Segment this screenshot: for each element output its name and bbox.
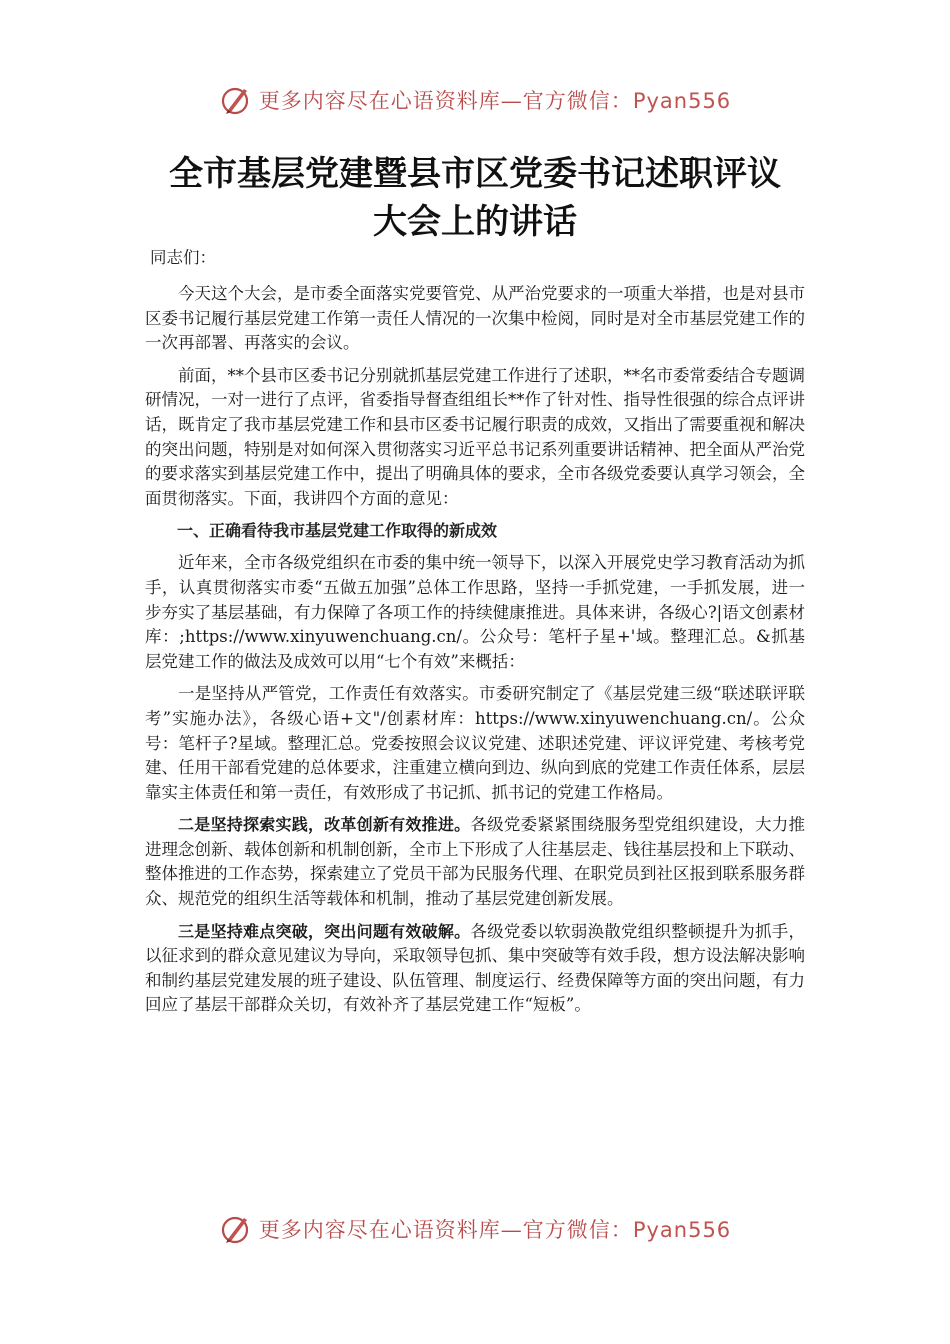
wechat-id: Pyan556 <box>632 1218 732 1242</box>
document-body <box>145 282 805 1026</box>
paragraph-point-two <box>145 813 805 911</box>
point-two-lead: 二是坚持探索实践，改革创新有效推进。 <box>178 815 471 835</box>
point-three-lead: 三是坚持难点突破，突出问题有效破解。 <box>178 921 471 941</box>
paragraph-achievements: 近年来，全市各级党组织在市委的集中统一领导下，以深入开展党史学习教育活动为抓手，认真贯彻落实市委“五做五加强”总体工作思路，坚持一手抓党建，一手抓发展，进一步夯实了基层基础，有力保障了各项工作的持续健康推进。具体来讲，各级心?|语文创素材库：;https://www.xinyuwenchuang.cn/。公众号：笔杆子星+'域。整理汇总。&抓基层党建工作的做法及成效可以用“七个有效”来概括： <box>145 553 805 671</box>
banner-text: 更多内容尽在心语资料库—官方微信：Pyan556 <box>258 89 732 113</box>
document-title-line-1: 全市基层党建暨县市区党委书记述职评议 <box>169 154 781 194</box>
pen-logo-icon <box>219 1212 253 1246</box>
paragraph-point-one: 一是坚持从严管党，工作责任有效落实。市委研究制定了《基层党建三级“联述联评联考”实施办法》，各级心语+文"/创素材库：https://www.xinyuwenchuang.cn/。公众号：笔杆子?星域。整理汇总。党委按照会议议党建、述职述党建、评议评党建、考核考党建、任用干部看党建的总体要求，注重建立横向到边、纵向到底的党建工作责任体系，层层靠实主体责任和第一责任，有效形成了书记抓、抓书记的党建工作格局。 <box>145 684 805 802</box>
point-three-text: 各级党委以软弱涣散党组织整顿提升为抓手，以征求到的群众意见建议为导向，采取领导包抓、集中突破等有效手段，想方设法解决影响和制约基层党建发展的班子建设、队伍管理、制度运行、经费保障等方面的突出问题，有力回应了基层干部群众关切，有效补齐了基层党建工作“短板”。 <box>145 921 805 1015</box>
wechat-id: Pyan556 <box>632 89 732 113</box>
document-title-line-2: 大会上的讲话 <box>373 202 577 242</box>
header-banner <box>0 80 950 120</box>
paragraph-intro: 今天这个大会，是市委全面落实党要管党、从严治党要求的一项重大举措，也是对县市区委书记履行基层党建工作第一责任人情况的一次集中检阅，同时是对全市基层党建工作的一次再部署、再落实的会议。 <box>145 284 805 353</box>
point-two-text: 各级党委紧紧围绕服务型党组织建设，大力推进理念创新、载体创新和机制创新，全市上下形成了人往基层走、钱往基层投和上下联动、整体推进的工作态势，探索建立了党员干部为民服务代理、在职党员到社区报到联系服务群众、规范党的组织生活等载体和机制，推动了基层党建创新发展。 <box>145 815 805 909</box>
banner-text: 更多内容尽在心语资料库—官方微信：Pyan556 <box>258 1218 732 1242</box>
footer-banner <box>0 1209 950 1249</box>
section-heading: 一、正确看待我市基层党建工作取得的新成效 <box>177 521 498 541</box>
salutation: 同志们： <box>150 248 216 267</box>
paragraph-review: 前面，**个县市区委书记分别就抓基层党建工作进行了述职，**名市委常委结合专题调研情况，一对一进行了点评，省委指导督查组组长**作了针对性、指导性很强的综合点评讲话，既肯定了我市基层党建工作和县市区委书记履行职责的成效，又指出了需要重视和解决的突出问题，特别是对如何深入贯彻落实习近平总书记系列重要讲话精神、把全面从严治党的要求落实到基层党建工作中，提出了明确具体的要求，全市各级党委要认真学习领会，全面贯彻落实。下面，我讲四个方面的意见： <box>145 365 805 508</box>
pen-logo-icon <box>219 83 253 117</box>
paragraph-point-three <box>145 920 805 1018</box>
